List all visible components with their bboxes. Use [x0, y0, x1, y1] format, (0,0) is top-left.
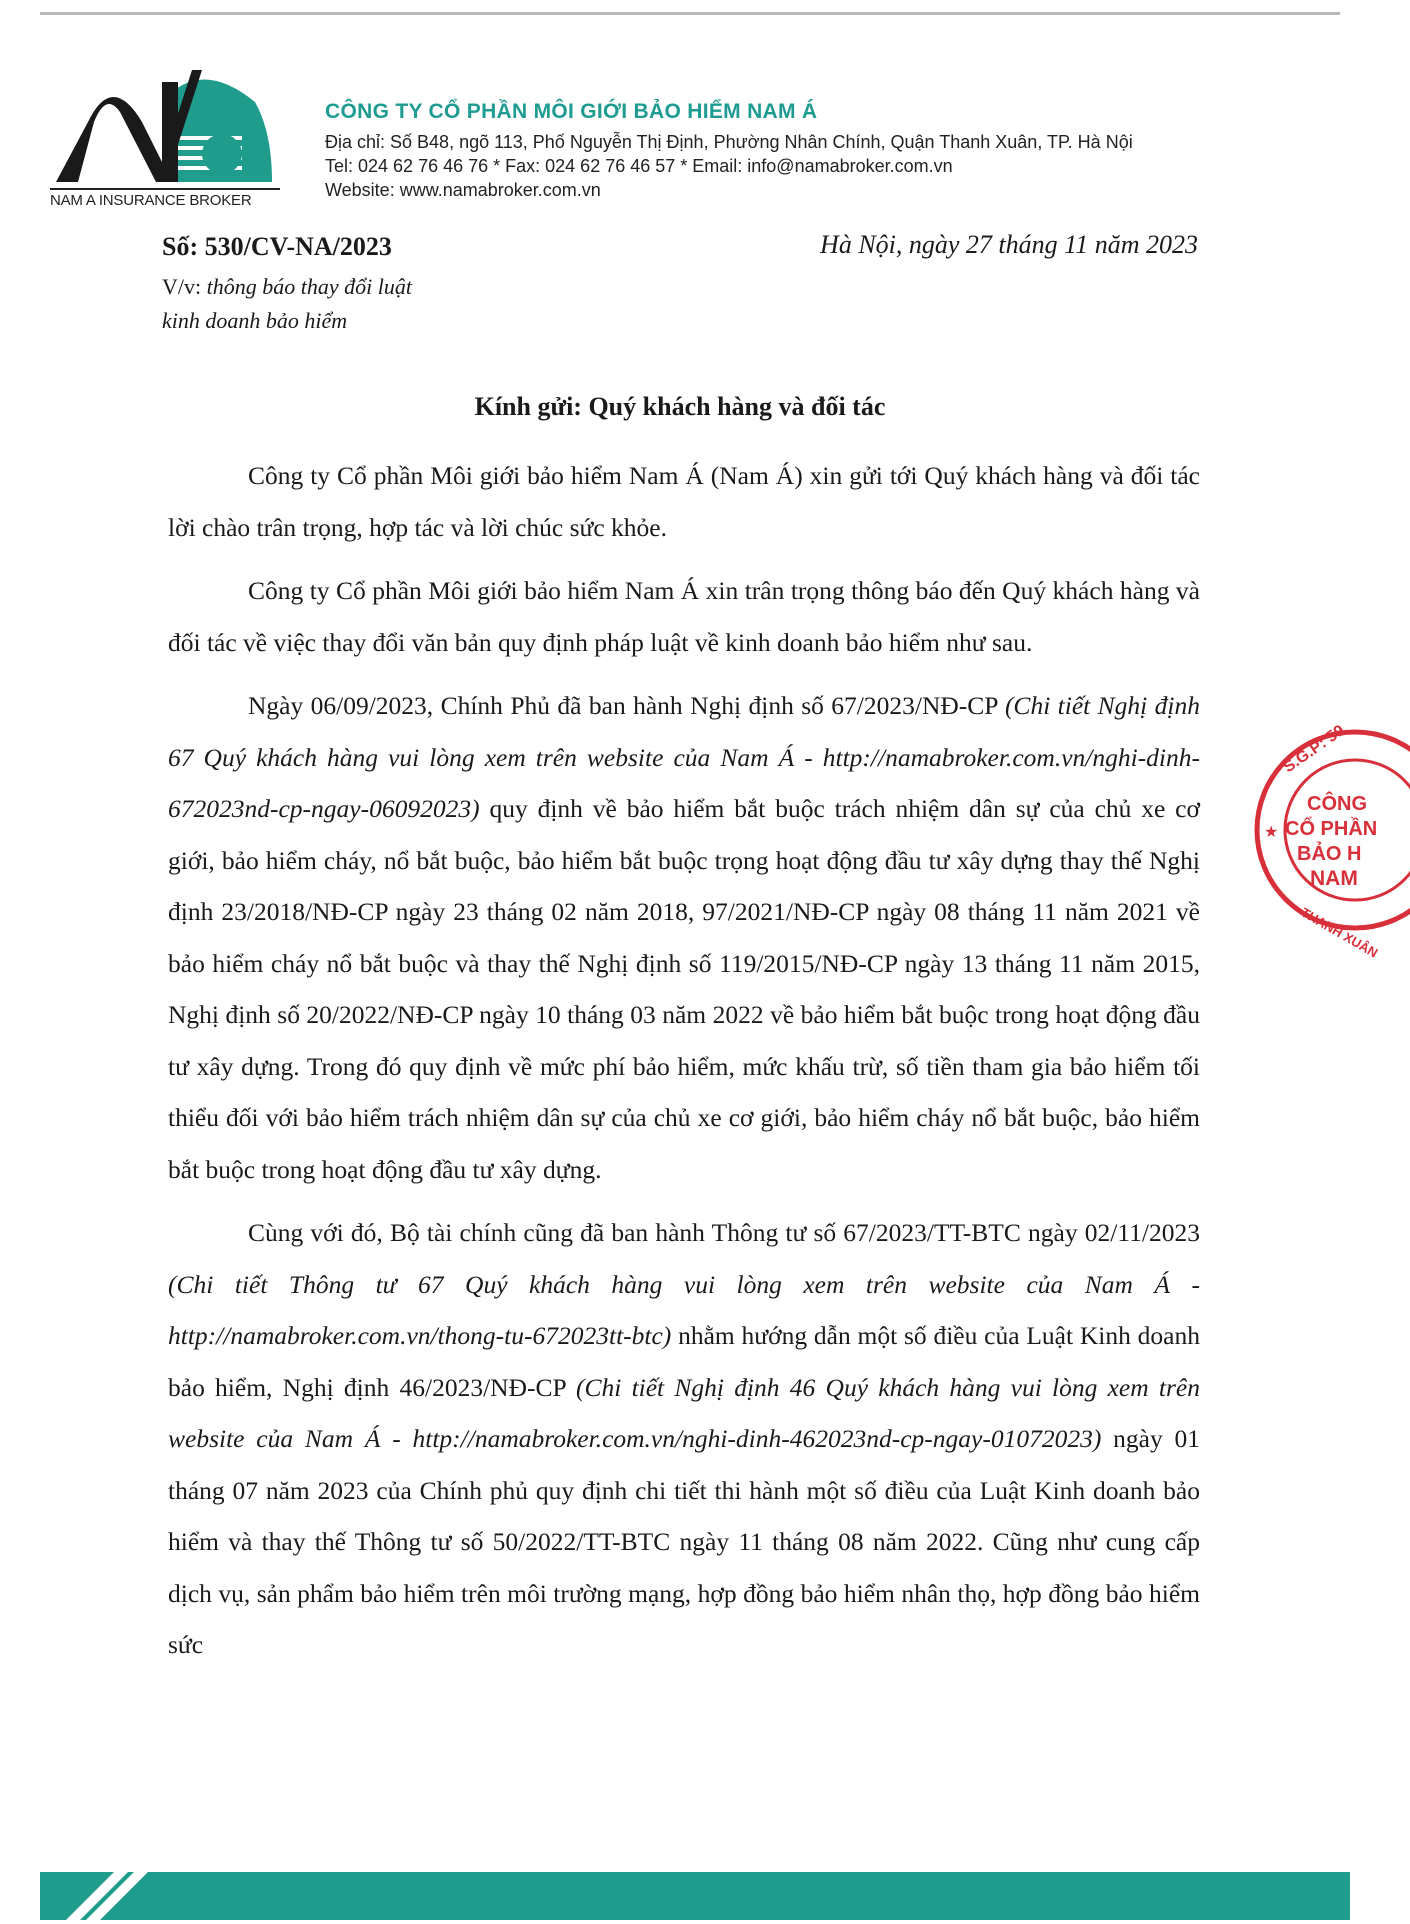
paragraph-4-text-b: nhằm hướng dẫn một số điều của Luật Kinh doanh bảo hiểm, Nghị định 46/2023/NĐ-CP — [168, 1321, 1200, 1402]
paragraph-3-text-a: Ngày 06/09/2023, Chính Phủ đã ban hành Nghị định số 67/2023/NĐ-CP — [248, 691, 1005, 720]
paragraph-4-link-note-2: (Chi tiết Nghị định 46 Quý khách hàng vui lòng xem trên website của Nam Á - http://namabroker.com.vn/nghi-dinh-462023nd-cp-ngay-01072023) — [168, 1372, 1200, 1453]
stamp-line-2: CỔ PHẦN — [1285, 818, 1378, 840]
document-date: Hà Nội, ngày 27 tháng 11 năm 2023 — [820, 230, 1198, 259]
reference-block — [162, 232, 412, 338]
subject-line-1: thông báo thay đổi luật — [206, 274, 412, 299]
paragraph-3-link-note: (Chi tiết Nghị định 67 Quý khách hàng vui lòng xem trên website của Nam Á - http://namabroker.com.vn/nghi-dinh-672023nd-cp-ngay-06092023) — [168, 691, 1200, 823]
subject-line-2: kinh doanh bảo hiểm — [162, 308, 348, 333]
company-website: Website: www.namabroker.com.vn — [325, 180, 601, 200]
footer-band — [40, 1872, 1350, 1920]
paragraph-2: Công ty Cổ phần Môi giới bảo hiểm Nam Á xin trân trọng thông báo đến Quý khách hàng và đối tác về việc thay đổi văn bản quy định pháp luật về kinh doanh bảo hiểm như sau. — [168, 576, 1200, 657]
page-top-rule — [40, 12, 1340, 15]
paragraph-3-text-b: quy định về bảo hiểm bắt buộc trách nhiệm dân sự của chủ xe cơ giới, bảo hiểm cháy, nổ bắt buộc, bảo hiểm bắt buộc trọng hoạt động đầu tư xây dựng thay thế Nghị định 23/2018/NĐ-CP ngày 23 tháng 02 năm 2018, 97/2021/NĐ-CP ngày 08 tháng 11 năm 2021 về bảo hiểm cháy nổ bắt buộc và thay thế Nghị định số 119/2015/NĐ-CP ngày 13 tháng 11 năm 2015, Nghị định số 20/2022/NĐ-CP ngày 10 tháng 03 năm 2022 về bảo hiểm bắt buộc trong hoạt động đầu tư xây dựng. Trong đó quy định về mức phí bảo hiểm, mức khấu trừ, số tiền tham gia bảo hiểm tối thiểu đối với bảo hiểm trách nhiệm dân sự của chủ xe cơ giới, bảo hiểm cháy nổ bắt buộc, bảo hiểm bắt buộc trong hoạt động đầu tư xây dựng. — [168, 794, 1200, 1184]
paragraph-1: Công ty Cổ phần Môi giới bảo hiểm Nam Á (Nam Á) xin gửi tới Quý khách hàng và đối tác lời chào trân trọng, hợp tác và lời chúc sức khỏe. — [168, 461, 1200, 542]
stamp-line-4: NAM — [1310, 867, 1358, 890]
paragraph-4-link-note-1: (Chi tiết Thông tư 67 Quý khách hàng vui lòng xem trên website của Nam Á - http://namabroker.com.vn/thong-tu-672023tt-btc) — [168, 1269, 1200, 1350]
logo-underline — [50, 188, 280, 191]
company-contact: Tel: 024 62 76 46 76 * Fax: 024 62 76 46 57 * Email: info@namabroker.com.vn — [325, 156, 953, 176]
company-stamp — [1230, 722, 1410, 975]
stamp-bottom-text: THANH XUÂN — [1298, 904, 1381, 961]
letter-body — [168, 450, 1200, 1683]
paragraph-4-text-c: ngày 01 tháng 07 năm 2023 của Chính phủ quy định chi tiết thi hành một số điều của Luật Kinh doanh bảo hiểm và thay thế Thông tư số 50/2022/TT-BTC ngày 11 tháng 08 năm 2022. Cũng như cung cấp dịch vụ, sản phẩm bảo hiểm trên môi trường mạng, hợp đồng bảo hiểm nhân thọ, hợp đồng bảo hiểm sức — [168, 1424, 1200, 1659]
stamp-seal-icon — [1230, 722, 1410, 975]
paragraph-3 — [168, 680, 1200, 1195]
company-address: Địa chỉ: Số B48, ngõ 113, Phố Nguyễn Thị Định, Phường Nhân Chính, Quận Thanh Xuân, TP. Hà Nội — [325, 132, 1133, 152]
stamp-ring-text: S.G.P: 59 — [1280, 722, 1348, 777]
logo-mark-icon — [50, 62, 280, 190]
subject-label: V/v: — [162, 274, 202, 299]
paragraph-4 — [168, 1207, 1200, 1671]
company-info — [325, 100, 1133, 202]
greeting: Kính gửi: Quý khách hàng và đối tác — [474, 392, 886, 421]
logo-caption: NAM A INSURANCE BROKER — [50, 192, 252, 209]
stamp-line-3: BẢO H — [1297, 843, 1362, 865]
document-number: Số: 530/CV-NA/2023 — [162, 232, 392, 261]
paragraph-4-text-a: Cùng với đó, Bộ tài chính cũng đã ban hành Thông tư số 67/2023/TT-BTC ngày 02/11/2023 — [248, 1218, 1200, 1247]
document-subject — [162, 270, 412, 338]
company-name: CÔNG TY CỔ PHẦN MÔI GIỚI BẢO HIỂM NAM Á — [325, 100, 818, 123]
stamp-line-1: CÔNG — [1307, 793, 1367, 815]
company-logo — [50, 62, 280, 212]
svg-text:★: ★ — [1264, 824, 1279, 841]
